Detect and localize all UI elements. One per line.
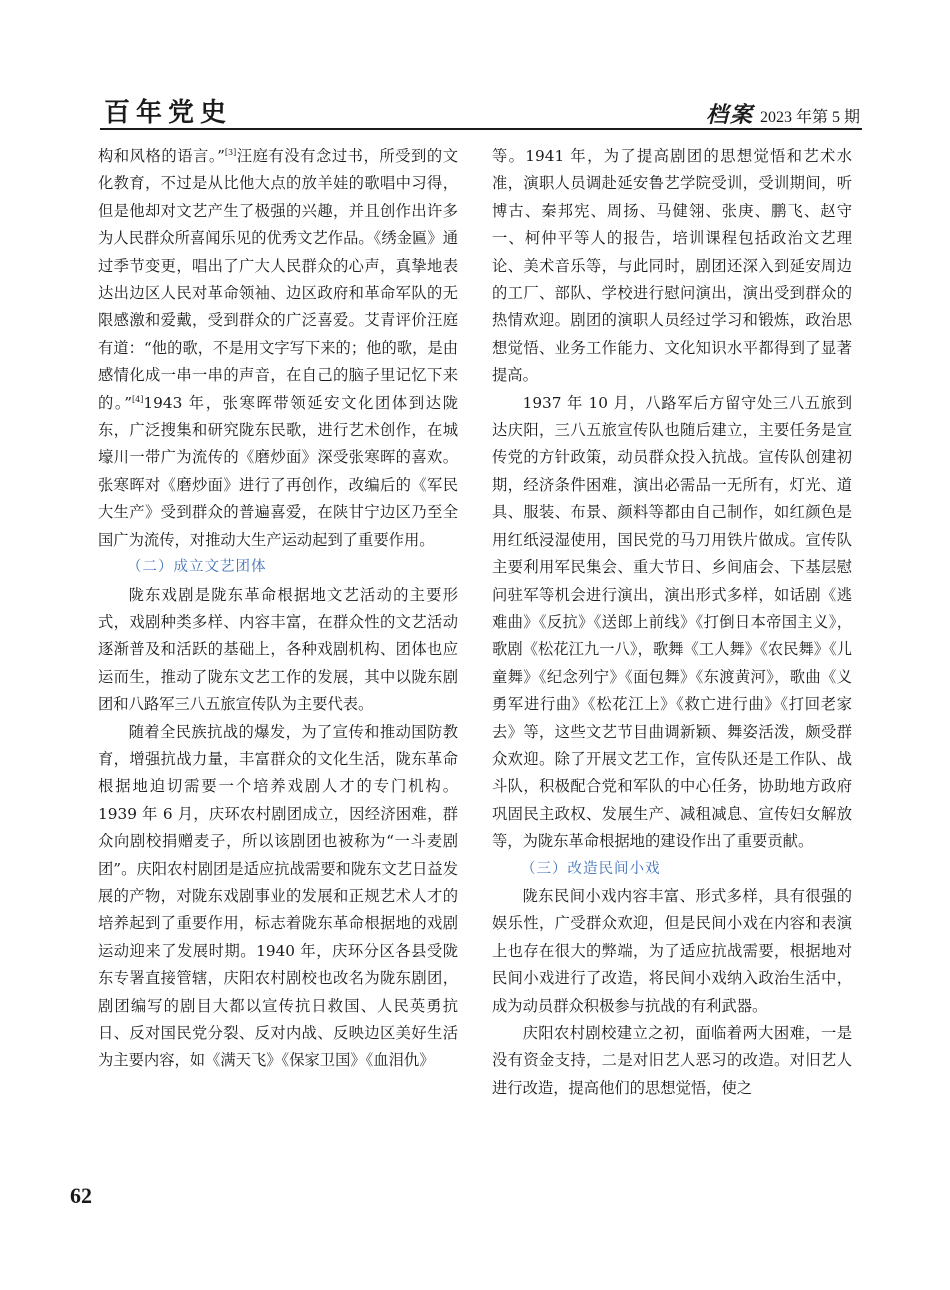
paragraph: 陇东民间小戏内容丰富、形式多样，具有很强的娱乐性，广受群众欢迎，但是民间小戏在内容和表演上也存在很大的弊端，为了适应抗战需要，根据地对民间小戏进行了改造，将民间小戏纳入政治生活中，成为动员群众积极参与抗战的有利武器。: [492, 886, 852, 1015]
left-text-column: [98, 143, 458, 1075]
journal-name: 档案: [705, 102, 754, 127]
paragraph: 1937 年 10 月，八路军后方留守处三八五旅到达庆阳，三八五旅宣传队也随后建立，主要任务是宣传党的方针政策，动员群众投入抗战。宣传队创建初期，经济条件困难，演出必需品一无所有，灯光、道具、服装、布景、颜料等都由自己制作，如红颜色是用红纸浸湿使用，国民党的马刀用铁片做成。宣传队主要利用军民集会、重大节日、乡间庙会、下基层慰问驻军等机会进行演出，演出形式多样，如话剧《逃难曲》《反抗》《送郎上前线》《打倒日本帝国主义》，歌剧《松花江九一八》，歌舞《工人舞》《农民舞》《儿童舞》《纪念列宁》《面包舞》《东渡黄河》，歌曲《义勇军进行曲》《松花江上》《救亡进行曲》《打回老家去》等，这些文艺节目曲调新颖、舞姿活泼，颇受群众欢迎。除了开展文艺工作，宣传队还是工作队、战斗队，积极配合党和军队的中心任务，协助地方政府巩固民主政权、发展生产、减租减息、宣传妇女解放等，为陇东革命根据地的建设作出了重要贡献。: [492, 393, 852, 851]
footnote-ref: [3]: [224, 147, 237, 157]
paragraph: 随着全民族抗战的爆发，为了宣传和推动国防教育，增强抗战力量，丰富群众的文化生活，陇东革命根据地迫切需要一个培养戏剧人才的专门机构。1939 年 6 月，庆环农村剧团成立，因经济困难，群众向剧校捐赠麦子，所以该剧团也被称为“一斗麦剧团”。庆阳农村剧团是适应抗战需要和陇东文艺日益发展的产物，对陇东戏剧事业的发展和正规艺术人才的培养起到了重要作用，标志着陇东革命根据地的戏剧运动迎来了发展时期。1940 年，庆环分区各县受陇东专署直接管辖，庆阳农村剧校也改名为陇东剧团，剧团编写的剧目大都以宣传抗日救国、人民英勇抗日、反对国民党分裂、反对内战、反映边区美好生活为主要内容，如《满天飞》《保家卫国》《血泪仇》: [98, 722, 458, 1070]
issue-label: 2023 年第 5 期: [759, 109, 860, 126]
section-heading: （三）改造民间小戏: [521, 860, 661, 877]
header-divider: [100, 128, 862, 130]
page-number: 62: [70, 1183, 92, 1208]
paragraph: 等。1941 年，为了提高剧团的思想觉悟和艺术水准，演职人员调赴延安鲁艺学院受训，受训期间，听博古、秦邦宪、周扬、马健翎、张庚、鹏飞、赵守一、柯仲平等人的报告，培训课程包括政治文艺理论、美术音乐等，与此同时，剧团还深入到延安周边的工厂、部队、学校进行慰问演出，演出受到群众的热情欢迎。剧团的演职人员经过学习和锻炼，政治思想觉悟、业务工作能力、文化知识水平都得到了显著提高。: [492, 147, 852, 385]
footnote-ref: [4]: [132, 394, 144, 404]
paragraph: 庆阳农村剧校建立之初，面临着两大困难，一是没有资金支持，二是对旧艺人恶习的改造。对旧艺人进行改造，提高他们的思想觉悟，使之: [492, 1024, 852, 1097]
paragraph: 陇东戏剧是陇东革命根据地文艺活动的主要形式，戏剧种类多样、内容丰富，在群众性的文艺活动逐渐普及和活跃的基础上，各种戏剧机构、团体也应运而生，推动了陇东文艺工作的发展，其中以陇东剧团和八路军三八五旅宣传队为主要代表。: [98, 585, 458, 714]
paragraph: 构和风格的语言。”[3]汪庭有没有念过书，所受到的文化教育，不过是从比他大点的放羊娃的歌唱中习得，但是他却对文艺产生了极强的兴趣，并且创作出许多为人民群众所喜闻乐见的优秀文艺作品。《绣金匾》通过季节变更，唱出了广大人民群众的心声，真挚地表达出边区人民对革命领袖、边区政府和革命军队的无限感激和爱戴，受到群众的广泛喜爱。艾青评价汪庭有道：“他的歌，不是用文字写下来的；他的歌，是由感情化成一串一串的声音，在自己的脑子里记忆下来的。”[4]1943 年，张寒晖带领延安文化团体到达陇东，广泛搜集和研究陇东民歌，进行艺术创作，在城壕川一带广为流传的《磨炒面》深受张寒晖的喜欢。张寒晖对《磨炒面》进行了再创作，改编后的《军民大生产》受到群众的普遍喜爱，在陕甘宁边区乃至全国广为流传，对推动大生产运动起到了重要作用。: [98, 147, 459, 549]
right-text-column: [492, 143, 852, 1102]
journal-masthead: [706, 98, 860, 129]
column-title: 百年党史: [104, 98, 233, 128]
section-heading: （二）成立文艺团体: [127, 559, 267, 576]
